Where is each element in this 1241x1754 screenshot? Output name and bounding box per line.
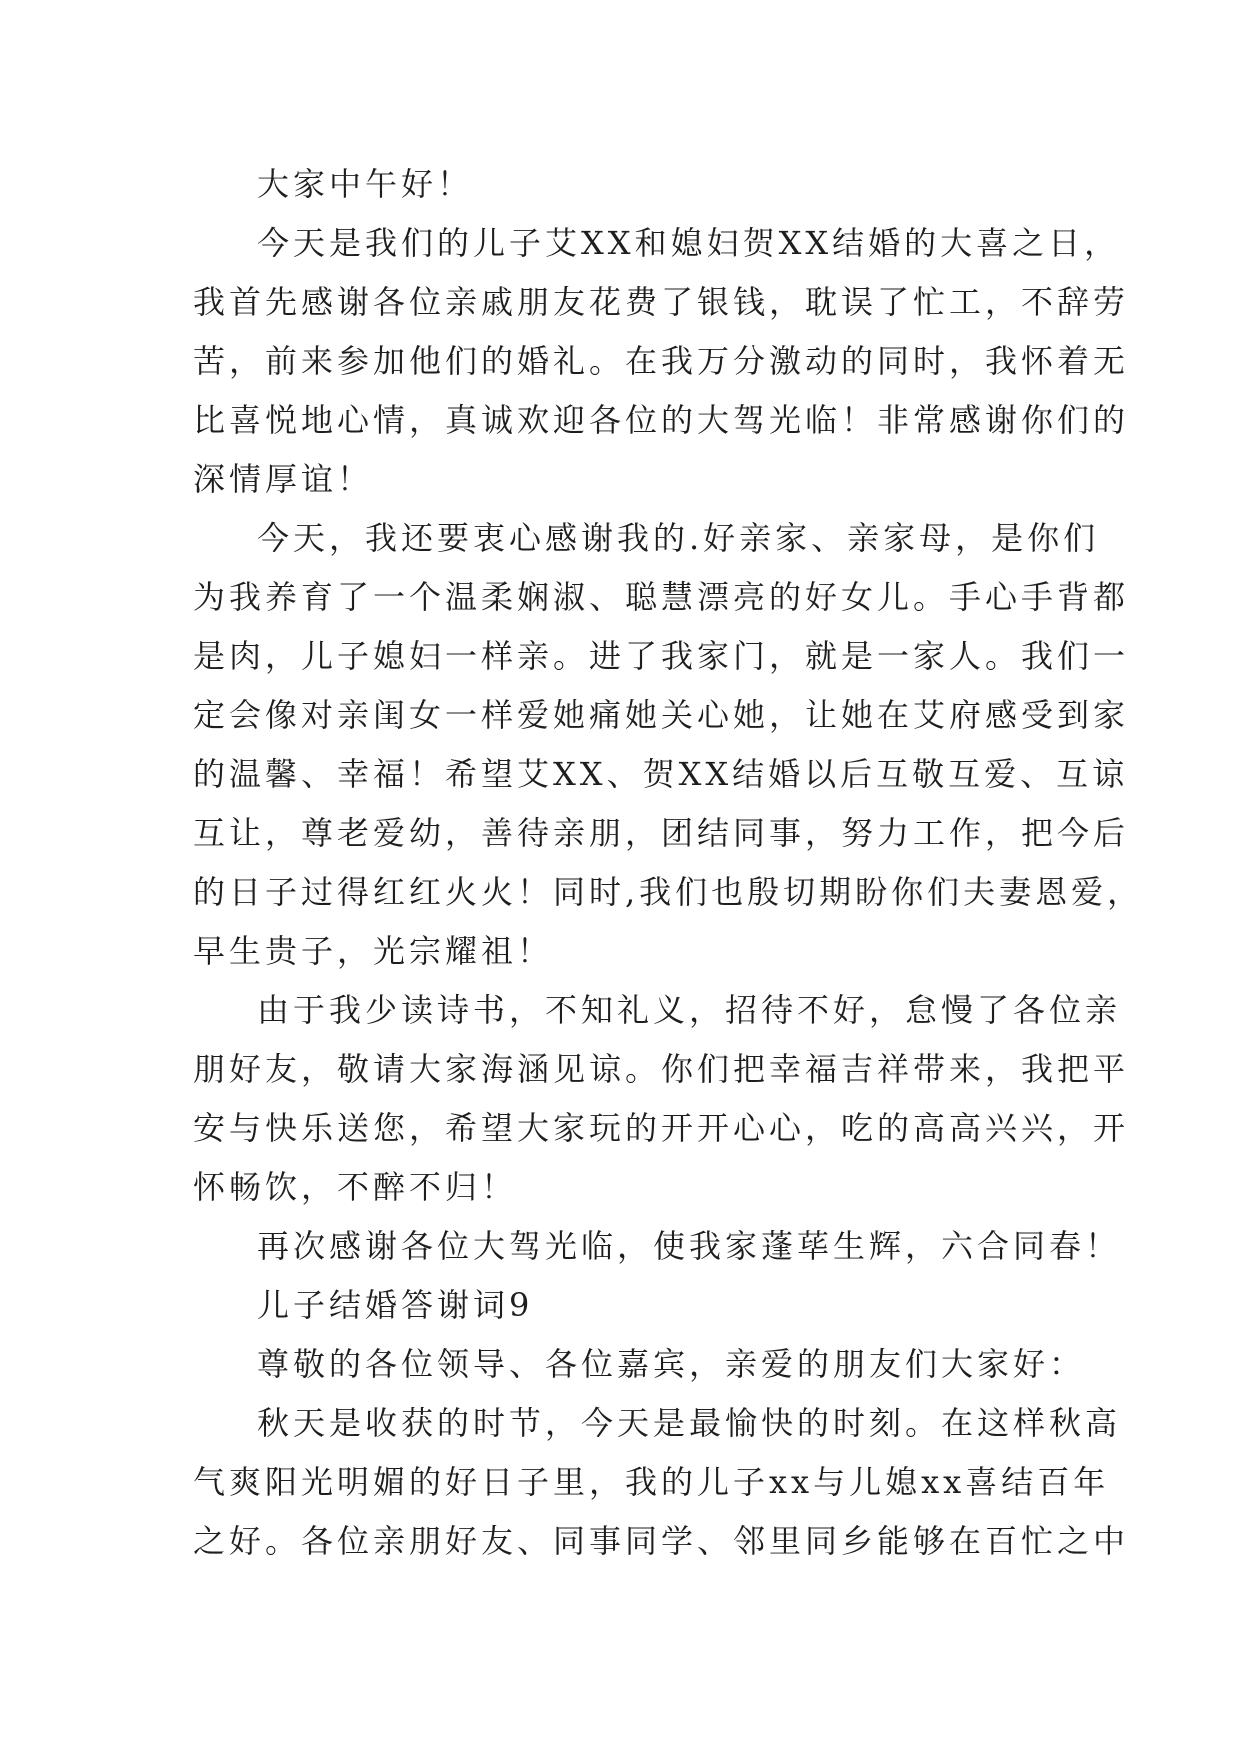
text-line: 的日子过得红红火火！同时,我们也殷切期盼你们夫妻恩爱， — [193, 873, 1144, 911]
text-line: 的温馨、幸福！希望艾XX、贺XX结婚以后互敬互爱、互谅 — [193, 755, 1129, 793]
text-line: 之好。各位亲朋好友、同事同学、邻里同乡能够在百忙之中 — [193, 1522, 1130, 1560]
text-line: 由于我少读诗书，不知礼义，招待不好，怠慢了各位亲 — [257, 991, 1122, 1029]
text-line: 深情厚谊！ — [193, 460, 374, 498]
text-line: 再次感谢各位大驾光临，使我家蓬荜生辉，六合同春！ — [257, 1227, 1122, 1265]
section-heading: 儿子结婚答谢词9 — [257, 1286, 534, 1324]
text-line: 苦，前来参加他们的婚礼。在我万分激动的同时，我怀着无 — [193, 342, 1130, 380]
text-line: 朋好友，敬请大家海涵见谅。你们把幸福吉祥带来，我把平 — [193, 1050, 1130, 1088]
text-line: 为我养育了一个温柔娴淑、聪慧漂亮的好女儿。手心手背都 — [193, 578, 1130, 616]
text-line: 早生贵子，光宗耀祖！ — [193, 932, 554, 970]
text-line: 定会像对亲闺女一样爱她痛她关心她，让她在艾府感受到家 — [193, 696, 1130, 734]
text-line: 气爽阳光明媚的好日子里，我的儿子xx与儿媳xx喜结百年 — [193, 1463, 1110, 1501]
text-line: 我首先感谢各位亲戚朋友花费了银钱，耽误了忙工，不辞劳 — [193, 283, 1130, 321]
text-line: 怀畅饮，不醉不归！ — [193, 1168, 518, 1206]
text-line: 今天，我还要衷心感谢我的.好亲家、亲家母，是你们 — [257, 519, 1100, 557]
text-line: 今天是我们的儿子艾XX和媳妇贺XX结婚的大喜之日， — [257, 224, 1121, 262]
speech-text — [193, 155, 1144, 1571]
text-line: 秋天是收获的时节，今天是最愉快的时刻。在这样秋高 — [257, 1404, 1122, 1442]
text-line: 互让，尊老爱幼，善待亲朋，团结同事，努力工作，把今后 — [193, 814, 1130, 852]
text-line: 是肉，儿子媳妇一样亲。进了我家门，就是一家人。我们一 — [193, 637, 1130, 675]
text-line: 尊敬的各位领导、各位嘉宾，亲爱的朋友们大家好： — [257, 1345, 1086, 1383]
text-line: 比喜悦地心情，真诚欢迎各位的大驾光临！非常感谢你们的 — [193, 401, 1130, 439]
text-line: 大家中午好！ — [257, 165, 474, 203]
text-line: 安与快乐送您，希望大家玩的开开心心，吃的高高兴兴，开 — [193, 1109, 1130, 1147]
